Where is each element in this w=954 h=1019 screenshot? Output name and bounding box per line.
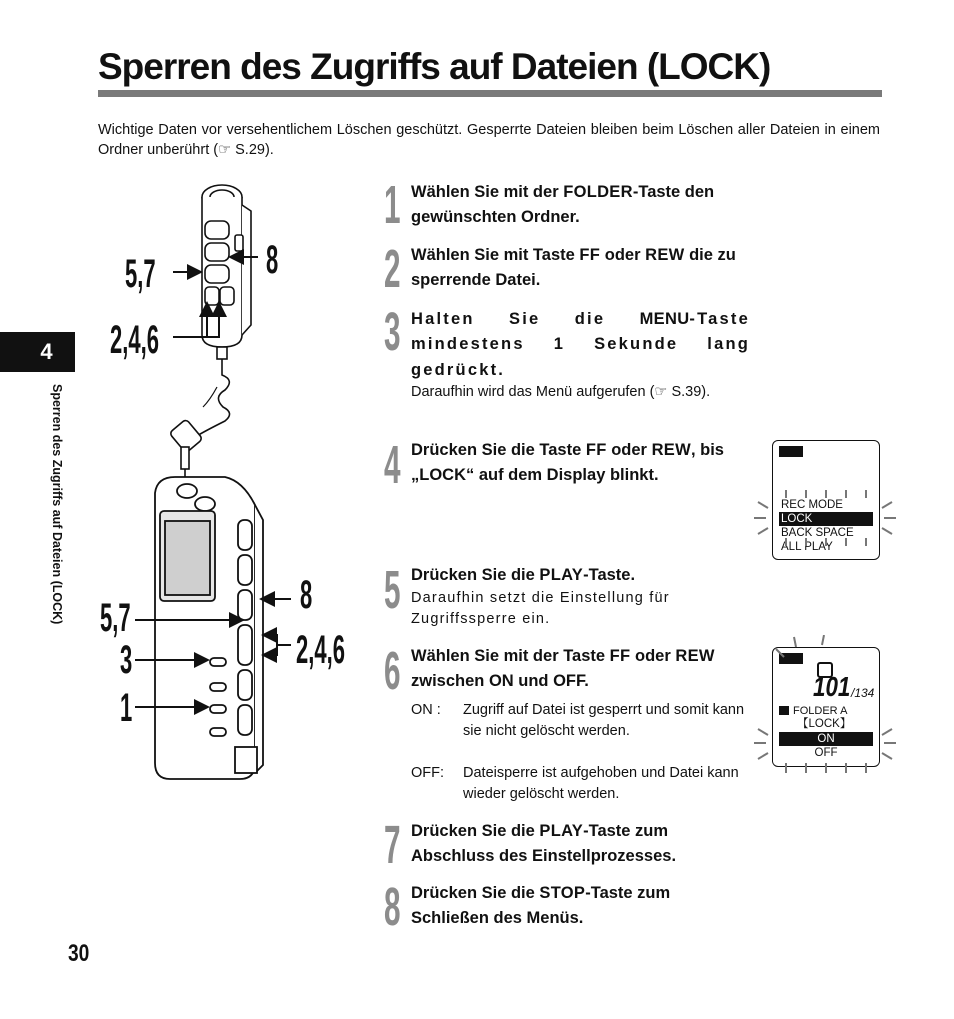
- menu-item: BACK SPACE: [781, 527, 854, 539]
- menu-item: ALL PLAY: [781, 541, 833, 553]
- callout-remote-57: 5,7: [125, 252, 156, 296]
- step-8-text: Drücken Sie die STOP-Taste zum Schließen des Menüs.: [411, 884, 671, 927]
- step-number: 2: [384, 239, 401, 299]
- callout-rec-8: 8: [300, 573, 313, 617]
- step-number: 1: [384, 175, 401, 235]
- callout-remote-8: 8: [266, 238, 279, 282]
- lock-heading: 【LOCK】: [797, 718, 852, 730]
- blink-indicator: [752, 488, 898, 548]
- option-key: OFF:: [411, 765, 445, 781]
- option-key: ON :: [411, 702, 441, 718]
- file-total: /134: [851, 686, 875, 700]
- chapter-number: 4: [40, 339, 53, 364]
- remote-control: [202, 185, 251, 359]
- step-3-text: Halten Sie die MENU-Taste mindestens 1 Sekunde lang: [411, 310, 750, 353]
- step-number: 3: [384, 302, 401, 362]
- step-number: 4: [384, 435, 401, 495]
- menu-item: REC MODE: [781, 499, 843, 511]
- step-2-text: Wählen Sie mit Taste FF oder REW die zu sperrende Datei.: [411, 246, 736, 289]
- callout-remote-246: 2,4,6: [110, 318, 159, 362]
- step-3-note: Daraufhin wird das Menü aufgerufen (☞ S.39).: [411, 384, 711, 400]
- step-7-text: Drücken Sie die PLAY-Taste zum Abschluss des Einstellprozesses.: [411, 822, 677, 865]
- step-6-text: Wählen Sie mit der Taste FF oder REW zwischen ON und OFF.: [411, 647, 715, 690]
- recorder-body: [155, 477, 263, 779]
- step-1-text: Wählen Sie mit der FOLDER-Taste den gewünschten Ordner.: [411, 183, 715, 226]
- blink-indicator: [752, 635, 898, 775]
- menu-item-selected: LOCK: [779, 512, 873, 526]
- step-3-text-end: gedrückt.: [411, 361, 506, 379]
- page-title: Sperren des Zugriffs auf Dateien (LOCK): [98, 46, 771, 87]
- callout-rec-57: 5,7: [100, 596, 131, 640]
- folder-label: FOLDER A: [793, 705, 848, 717]
- callout-rec-1: 1: [120, 686, 133, 730]
- side-label: Sperren des Zugriffs auf Dateien (LOCK): [50, 384, 64, 625]
- intro-paragraph: Wichtige Daten vor versehentlichem Löschen geschützt. Gesperrte Dateien bleiben beim Löschen aller Dateien in einem Ordner unberührt (☞ S.29).: [98, 122, 880, 158]
- step-number: 7: [384, 815, 401, 875]
- option-off: [411, 763, 750, 805]
- option-on: [411, 700, 750, 763]
- file-number: 101: [813, 671, 851, 702]
- step-5-note: Daraufhin setzt die Einstellung für Zugriffssperre ein.: [411, 590, 670, 627]
- option-on-selected: ON: [779, 732, 873, 746]
- option-off-item: OFF: [814, 747, 838, 759]
- option-desc: Dateisperre ist aufgehoben und Datei kann wieder gelöscht werden.: [463, 765, 739, 802]
- battery-icon: [779, 446, 803, 457]
- option-desc: Zugriff auf Datei ist gesperrt und somit kann sie nicht gelöscht werden.: [463, 702, 745, 739]
- callout-rec-3: 3: [120, 638, 133, 682]
- key-name: FOLDER: [563, 183, 633, 201]
- page-number: 30: [68, 940, 90, 967]
- step-4-text: Drücken Sie die Taste FF oder REW, bis „LOCK“ auf dem Display blinkt.: [411, 441, 724, 484]
- step-number: 5: [384, 560, 401, 620]
- step-5-text: Drücken Sie die PLAY-Taste.: [411, 566, 636, 584]
- callout-rec-246: 2,4,6: [296, 628, 345, 672]
- title-rule: [98, 90, 882, 97]
- step-number: 8: [384, 877, 401, 937]
- step-number: 6: [384, 641, 401, 701]
